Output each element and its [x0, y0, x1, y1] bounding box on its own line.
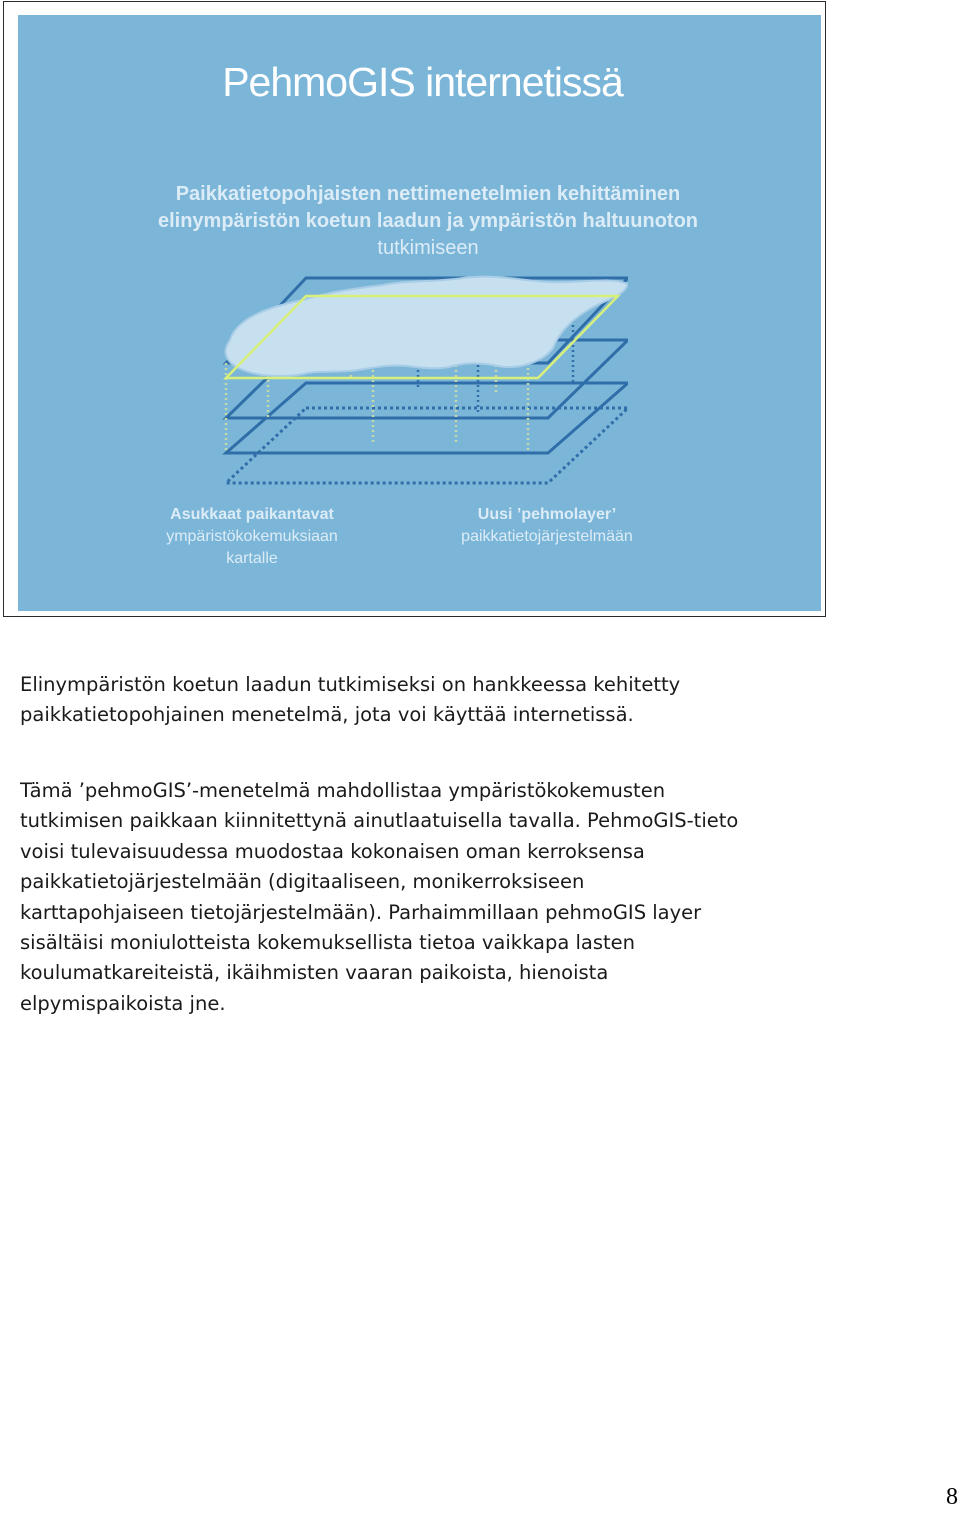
caption-right-line: Uusi ’pehmolayer’ [477, 506, 617, 523]
slide-title: PehmoGIS internetissä [222, 59, 623, 105]
slide [18, 15, 821, 611]
page-number: 8 [946, 1484, 958, 1510]
subtitle-line: Paikkatietopohjaisten nettimenetelmien kehittäminen [175, 183, 681, 205]
caption-left-line: ympäristökokemuksiaan [166, 528, 338, 545]
paragraph-line: sisältäisi moniulotteista kokemuksellista tietoa vaikkapa lasten [20, 931, 636, 955]
paragraph-line: Tämä ’pehmoGIS’-menetelmä mahdollistaa ympäristökokemusten [20, 779, 666, 802]
caption-left-line: kartalle [226, 550, 278, 567]
caption-right [422, 504, 672, 548]
paragraph-line: karttapohjaiseen tietojärjestelmään). Parhaimmillaan pehmoGIS layer [20, 900, 702, 924]
slide-frame [3, 1, 826, 617]
layer-diagram [208, 270, 628, 495]
paragraph-line: voisi tulevaisuudessa muodostaa kokonaisen oman kerroksensa [20, 839, 645, 863]
caption-left [132, 504, 372, 570]
caption-left-line: Asukkaat paikantavat [170, 506, 334, 523]
subtitle-line: tutkimiseen [377, 237, 479, 259]
subtitle-line: elinympäristön koetun laadun ja ympäristön haltuunoton [157, 210, 699, 232]
paragraph-line: Elinympäristön koetun laadun tutkimiseksi on hankkeessa kehitetty [20, 673, 681, 696]
paragraph-line: koulumatkareiteistä, ikäihmisten vaaran paikoista, hienoista [20, 961, 609, 985]
slide-subtitle [98, 181, 758, 262]
paragraph-line: paikkatietopohjainen menetelmä, jota voi käyttää internetissä. [20, 703, 634, 727]
paragraph-line: elpymispaikoista jne. [20, 991, 226, 1015]
paragraph-1 [20, 670, 840, 731]
caption-right-line: paikkatietojärjestelmään [461, 528, 633, 545]
paragraph-2 [20, 776, 840, 1019]
soft-layer-cloud [226, 277, 628, 376]
paragraph-line: tutkimisen paikkaan kiinnitettynä ainutlaatuisella tavalla. PehmoGIS-tieto [20, 809, 739, 833]
paragraph-line: paikkatietojärjestelmään (digitaaliseen, monikerroksiseen [20, 870, 585, 894]
